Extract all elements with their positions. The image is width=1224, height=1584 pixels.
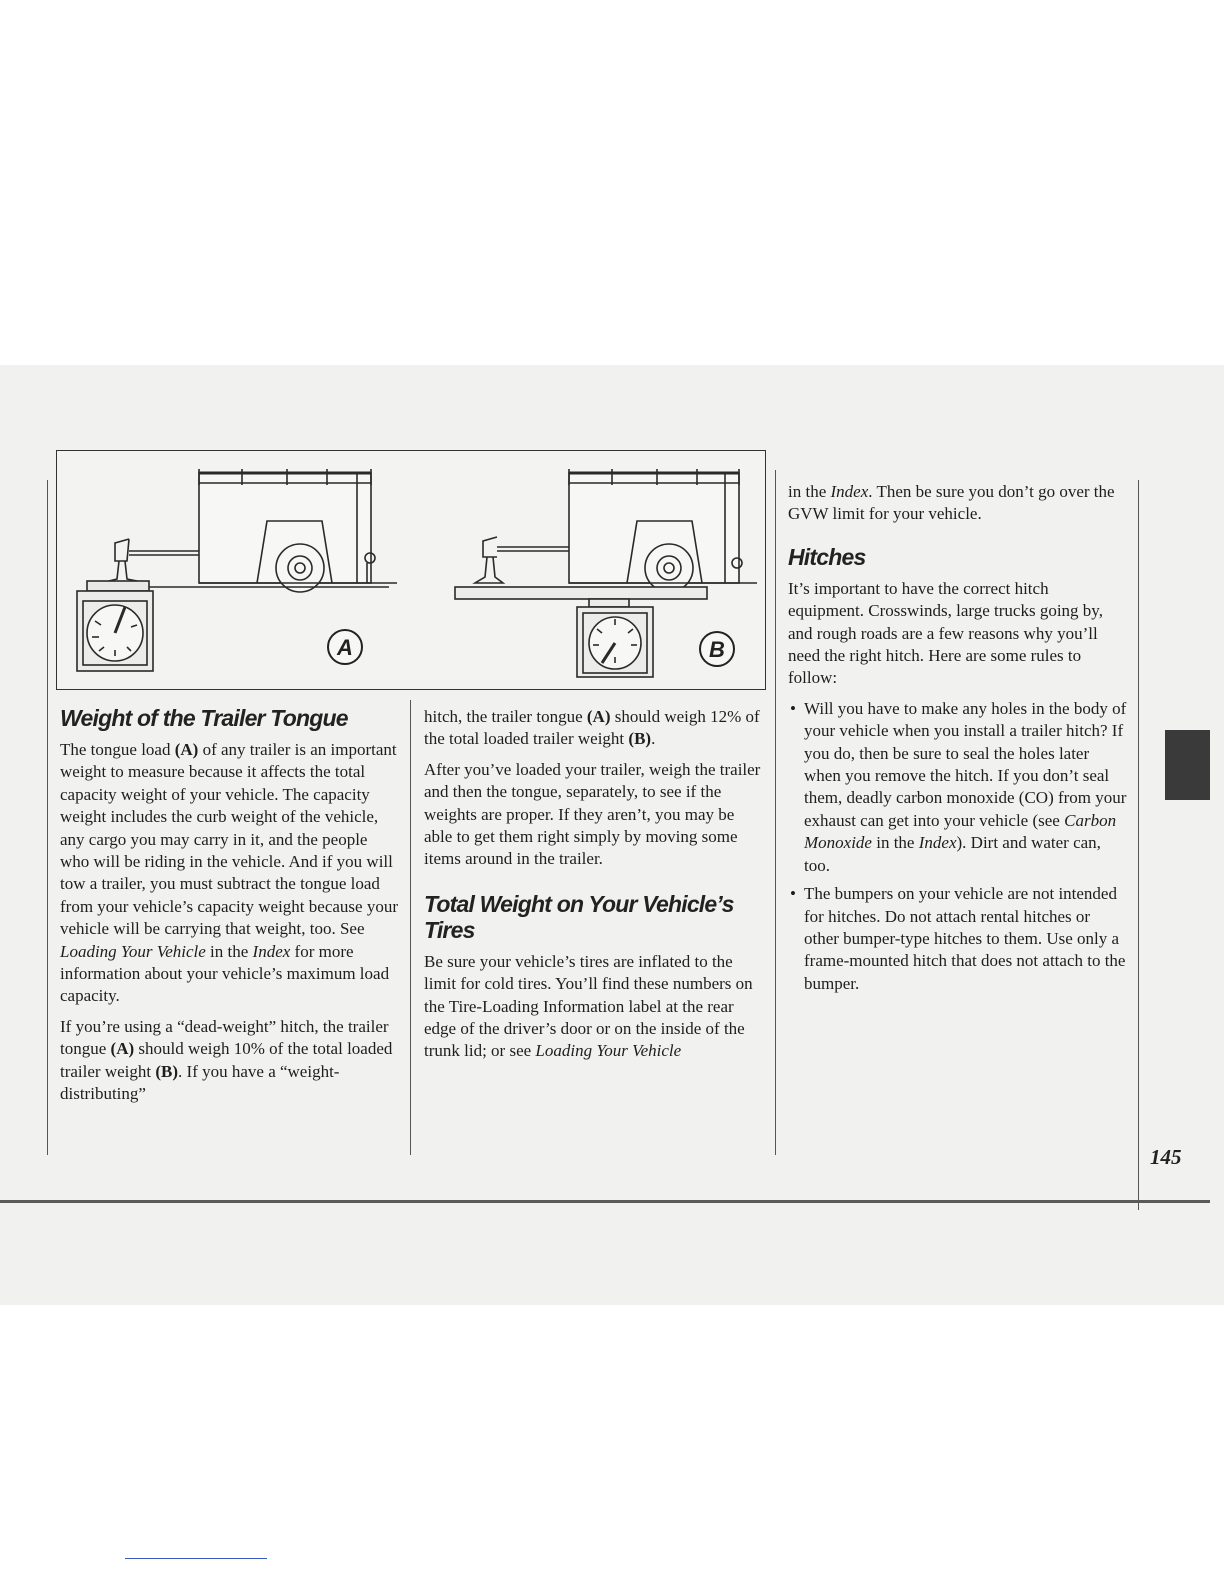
column-rule-2	[410, 700, 411, 1155]
bottom-underline	[125, 1558, 267, 1559]
heading-total-weight-tires: Total Weight on Your Vehicle’s Tires	[424, 890, 734, 943]
paragraph-weight-distributing: hitch, the trailer tongue (A) should weigh 12% of the total loaded trailer weight (B).	[424, 707, 760, 749]
page-bottom-rule	[0, 1200, 1210, 1203]
paragraph-gvw-limit: in the Index. Then be sure you don’t go over the GVW limit for your vehicle.	[788, 482, 1115, 524]
figure-label-b: B	[709, 637, 725, 662]
section-thumb-tab	[1165, 730, 1210, 800]
hitch-rules-list	[788, 698, 1128, 995]
heading-hitches: Hitches	[788, 543, 866, 570]
paragraph-dead-weight-hitch: If you’re using a “dead-weight” hitch, the trailer tongue (A) should weigh 10% of the total loaded trailer weight (B). If you have a “weight-distributing”	[60, 1016, 393, 1104]
trailer-scales-illustration	[57, 451, 767, 691]
column-rule-3	[775, 470, 776, 1155]
column-1	[60, 705, 400, 1114]
paragraph-weigh-trailer: After you’ve loaded your trailer, weigh the trailer and then the tongue, separately, to see if the weights are proper. If they aren’t, you may be able to get them right simply by moving some items around in the trailer.	[424, 759, 761, 869]
paragraph-tongue-load: The tongue load (A) of any trailer is an important weight to measure because it affects the total capacity weight of your vehicle. The capacity weight includes the curb weight of the vehicle, any cargo you may carry in it, and the people who will be riding in the vehicle. And if you will tow a trailer, you must subtract the tongue load from your vehicle’s capacity weight because your vehicle will be carrying that weight, too. See Loading Your Vehicle in the Index for more information about your vehicle’s maximum load capacity.	[60, 740, 398, 1006]
paragraph-tire-inflation: Be sure your vehicle’s tires are inflated to the limit for cold tires. You’ll find these numbers on the Tire-Loading Information label at the rear edge of the driver’s door or on the inside of the trunk lid; or see Loading Your Vehicle	[424, 951, 753, 1061]
label-b-marker	[700, 632, 734, 666]
page-number: 145	[1150, 1145, 1182, 1169]
heading-tongue-weight: Weight of the Trailer Tongue	[60, 705, 348, 731]
label-a-marker	[328, 630, 362, 664]
trailer-weight-figure	[56, 450, 766, 690]
paragraph-hitch-equipment: It’s important to have the correct hitch equipment. Crosswinds, large trucks going by, and rough roads are a few reasons why you’ll need the right hitch. Here are some rules to follow:	[788, 578, 1103, 688]
column-3-content	[788, 481, 1128, 1001]
list-item: • The bumpers on your vehicle are not intended for hitches. Do not attach rental hitches or other bumper-type hitches to them. Use only a frame-mounted hitch that does not attach to the bumper.	[788, 883, 1128, 995]
list-item: • Will you have to make any holes in the body of your vehicle when you install a trailer hitch? If you do, then be sure to seal the holes later when you remove the hitch. If you don’t seal them, deadly carbon monoxide (CO) from your exhaust can get into your vehicle (see Carbon Monoxide in the Index). Dirt and water can, too.	[788, 698, 1128, 877]
column-rule-right	[1138, 480, 1139, 1210]
column-rule-left	[47, 480, 48, 1155]
figure-label-a: A	[337, 635, 353, 660]
column-2	[424, 706, 764, 1071]
